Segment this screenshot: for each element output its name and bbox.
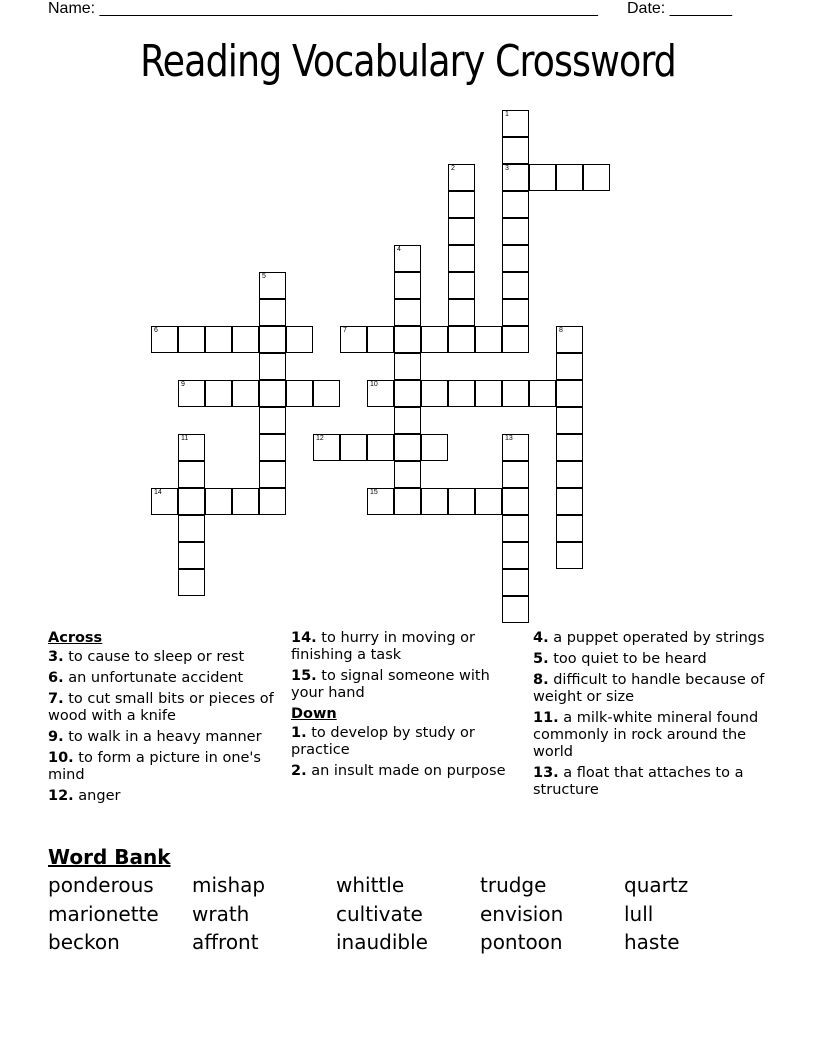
clue-text: anger	[73, 788, 121, 804]
crossword-cell[interactable]	[178, 542, 205, 569]
clue-text: to cause to sleep or rest	[63, 649, 245, 665]
crossword-cell[interactable]	[178, 380, 205, 407]
crossword-cell[interactable]	[475, 326, 502, 353]
clue-number: 4.	[533, 630, 549, 646]
cell-number: 3	[505, 165, 509, 172]
word-bank-word: quartz	[624, 873, 689, 897]
crossword-cell[interactable]	[448, 164, 475, 191]
clue-across-6	[48, 670, 283, 687]
clue-number: 11.	[533, 710, 559, 726]
cell-number: 4	[397, 246, 401, 253]
crossword-cell[interactable]	[583, 164, 610, 191]
clue-text: difficult to handle because of weight or size	[533, 672, 765, 705]
crossword-cell[interactable]	[259, 461, 286, 488]
crossword-cell[interactable]	[421, 380, 448, 407]
crossword-cell[interactable]	[394, 299, 421, 326]
crossword-cell[interactable]	[313, 380, 340, 407]
crossword-cell[interactable]	[151, 488, 178, 515]
word-bank-word: marionette	[48, 901, 159, 926]
word-bank-word: lull	[624, 901, 654, 926]
clue-text: to cut small bits or pieces of wood with a knife	[48, 691, 274, 724]
crossword-cell[interactable]	[178, 434, 205, 461]
crossword-cell[interactable]	[502, 542, 529, 569]
clue-number: 14.	[291, 630, 317, 646]
clue-text: a puppet operated by strings	[548, 630, 765, 646]
crossword-cell[interactable]	[394, 488, 421, 515]
crossword-cell[interactable]	[367, 434, 394, 461]
crossword-cell[interactable]	[448, 191, 475, 218]
word-bank-heading: Word Bank	[48, 845, 171, 869]
crossword-cell[interactable]	[448, 245, 475, 272]
crossword-cell[interactable]	[448, 380, 475, 407]
word-bank-word: haste	[624, 930, 680, 954]
crossword-cell[interactable]	[502, 326, 529, 353]
clue-column-3	[533, 630, 768, 803]
crossword-cell[interactable]	[421, 488, 448, 515]
crossword-grid	[151, 110, 611, 625]
crossword-cell[interactable]	[151, 326, 178, 353]
crossword-cell[interactable]	[556, 326, 583, 353]
crossword-cell[interactable]	[502, 272, 529, 299]
crossword-cell[interactable]	[394, 407, 421, 434]
cell-number: 13	[505, 435, 513, 442]
clue-across-15	[291, 668, 526, 702]
crossword-cell[interactable]	[178, 488, 205, 515]
crossword-cell[interactable]	[502, 380, 529, 407]
crossword-cell[interactable]	[232, 488, 259, 515]
crossword-cell[interactable]	[556, 434, 583, 461]
cell-number: 10	[370, 381, 378, 388]
crossword-cell[interactable]	[529, 164, 556, 191]
clue-number: 15.	[291, 668, 317, 684]
crossword-cell[interactable]	[556, 488, 583, 515]
clue-text: a float that attaches to a structure	[533, 765, 744, 798]
word-bank-word: beckon	[48, 930, 120, 954]
crossword-cell[interactable]	[502, 434, 529, 461]
crossword-cell[interactable]	[502, 218, 529, 245]
crossword-cell[interactable]	[340, 326, 367, 353]
clue-down-2	[291, 763, 526, 780]
cell-number: 1	[505, 111, 509, 118]
cell-number: 6	[154, 327, 158, 334]
crossword-cell[interactable]	[313, 434, 340, 461]
clue-column-1	[48, 630, 283, 809]
crossword-cell[interactable]	[259, 272, 286, 299]
crossword-cell[interactable]	[502, 569, 529, 596]
crossword-cell[interactable]	[475, 380, 502, 407]
cell-number: 8	[559, 327, 563, 334]
crossword-cell[interactable]	[448, 488, 475, 515]
crossword-cell[interactable]	[556, 407, 583, 434]
crossword-cell[interactable]	[448, 218, 475, 245]
crossword-cell[interactable]	[205, 326, 232, 353]
word-bank-word: affront	[192, 930, 259, 954]
clue-across-14	[291, 630, 526, 664]
clue-number: 3.	[48, 649, 64, 665]
clue-number: 7.	[48, 691, 64, 707]
word-bank-word: cultivate	[336, 901, 423, 926]
crossword-cell[interactable]	[178, 326, 205, 353]
clue-text: to signal someone with your hand	[291, 668, 490, 701]
word-bank-word: ponderous	[48, 873, 154, 897]
crossword-cell[interactable]	[502, 596, 529, 623]
crossword-cell[interactable]	[205, 380, 232, 407]
crossword-cell[interactable]	[394, 353, 421, 380]
clue-number: 5.	[533, 651, 549, 667]
crossword-cell[interactable]	[232, 326, 259, 353]
crossword-cell[interactable]	[556, 380, 583, 407]
clue-text: too quiet to be heard	[548, 651, 707, 667]
cell-number: 11	[181, 435, 189, 442]
clue-number: 9.	[48, 729, 64, 745]
crossword-cell[interactable]	[556, 461, 583, 488]
clue-text: to develop by study or practice	[291, 725, 475, 758]
crossword-cell[interactable]	[394, 461, 421, 488]
cell-number: 12	[316, 435, 324, 442]
crossword-cell[interactable]	[475, 488, 502, 515]
word-bank-word: inaudible	[336, 930, 428, 954]
crossword-cell[interactable]	[340, 434, 367, 461]
cell-number: 7	[343, 327, 347, 334]
crossword-cell[interactable]	[259, 299, 286, 326]
crossword-cell[interactable]	[502, 191, 529, 218]
clue-down-8	[533, 672, 768, 706]
crossword-cell[interactable]	[178, 461, 205, 488]
clue-column-2	[291, 630, 526, 784]
crossword-cell[interactable]	[502, 488, 529, 515]
clue-number: 8.	[533, 672, 549, 688]
crossword-cell[interactable]	[394, 434, 421, 461]
clue-text: to form a picture in one's mind	[48, 750, 261, 783]
crossword-cell[interactable]	[502, 164, 529, 191]
clue-number: 13.	[533, 765, 559, 781]
crossword-cell[interactable]	[259, 434, 286, 461]
crossword-cell[interactable]	[367, 326, 394, 353]
crossword-cell[interactable]	[205, 488, 232, 515]
crossword-cell[interactable]	[421, 434, 448, 461]
cell-number: 9	[181, 381, 185, 388]
clue-text: a milk-white mineral found commonly in rock around the world	[533, 710, 759, 760]
crossword-cell[interactable]	[556, 164, 583, 191]
name-field-label: Name: ________________________________________________________	[48, 0, 598, 17]
across-heading: Across	[48, 630, 103, 646]
crossword-cell[interactable]	[529, 380, 556, 407]
crossword-cell[interactable]	[259, 407, 286, 434]
clue-across-10	[48, 750, 283, 784]
down-heading: Down	[291, 706, 337, 722]
clue-down-5	[533, 651, 768, 668]
clue-number: 6.	[48, 670, 64, 686]
crossword-cell[interactable]	[502, 245, 529, 272]
cell-number: 15	[370, 489, 378, 496]
crossword-cell[interactable]	[367, 488, 394, 515]
clue-number: 1.	[291, 725, 307, 741]
crossword-cell[interactable]	[502, 461, 529, 488]
clue-text: to hurry in moving or finishing a task	[291, 630, 475, 663]
crossword-cell[interactable]	[502, 299, 529, 326]
clue-across-7	[48, 691, 283, 725]
crossword-cell[interactable]	[367, 380, 394, 407]
clue-down-1	[291, 725, 526, 759]
crossword-cell[interactable]	[286, 380, 313, 407]
crossword-cell[interactable]	[502, 110, 529, 137]
clue-text: an unfortunate accident	[63, 670, 244, 686]
crossword-cell[interactable]	[421, 326, 448, 353]
crossword-cell[interactable]	[502, 137, 529, 164]
crossword-cell[interactable]	[556, 515, 583, 542]
clue-across-12	[48, 788, 283, 805]
crossword-cell[interactable]	[259, 353, 286, 380]
clue-down-4	[533, 630, 768, 647]
word-bank-word: mishap	[192, 873, 266, 897]
clue-across-9	[48, 729, 283, 746]
crossword-cell[interactable]	[556, 353, 583, 380]
clue-number: 2.	[291, 763, 307, 779]
clue-down-11	[533, 710, 768, 761]
word-bank-word: envision	[480, 901, 564, 926]
word-bank-word: trudge	[480, 873, 547, 897]
clue-down-13	[533, 765, 768, 799]
word-bank-word: pontoon	[480, 930, 563, 954]
clue-text: an insult made on purpose	[306, 763, 506, 779]
crossword-cell[interactable]	[394, 272, 421, 299]
crossword-cell[interactable]	[448, 299, 475, 326]
date-field-label: Date: _______	[627, 0, 732, 17]
clue-text: to walk in a heavy manner	[63, 729, 262, 745]
cell-number: 5	[262, 273, 266, 280]
crossword-cell[interactable]	[502, 515, 529, 542]
crossword-cell[interactable]	[556, 542, 583, 569]
crossword-cell[interactable]	[394, 326, 421, 353]
crossword-cell[interactable]	[259, 380, 286, 407]
crossword-cell[interactable]	[448, 272, 475, 299]
clue-number: 12.	[48, 788, 74, 804]
crossword-cell[interactable]	[286, 326, 313, 353]
crossword-cell[interactable]	[394, 245, 421, 272]
page-title: Reading Vocabulary Crossword	[140, 36, 676, 87]
clue-across-3	[48, 649, 283, 666]
cell-number: 14	[154, 489, 162, 496]
clue-number: 10.	[48, 750, 74, 766]
crossword-cell[interactable]	[259, 326, 286, 353]
word-bank-word: whittle	[336, 873, 405, 897]
crossword-cell[interactable]	[259, 488, 286, 515]
crossword-cell[interactable]	[178, 569, 205, 596]
cell-number: 2	[451, 165, 455, 172]
crossword-cell[interactable]	[394, 380, 421, 407]
crossword-cell[interactable]	[178, 515, 205, 542]
crossword-cell[interactable]	[232, 380, 259, 407]
word-bank-word: wrath	[192, 901, 250, 926]
crossword-cell[interactable]	[448, 326, 475, 353]
